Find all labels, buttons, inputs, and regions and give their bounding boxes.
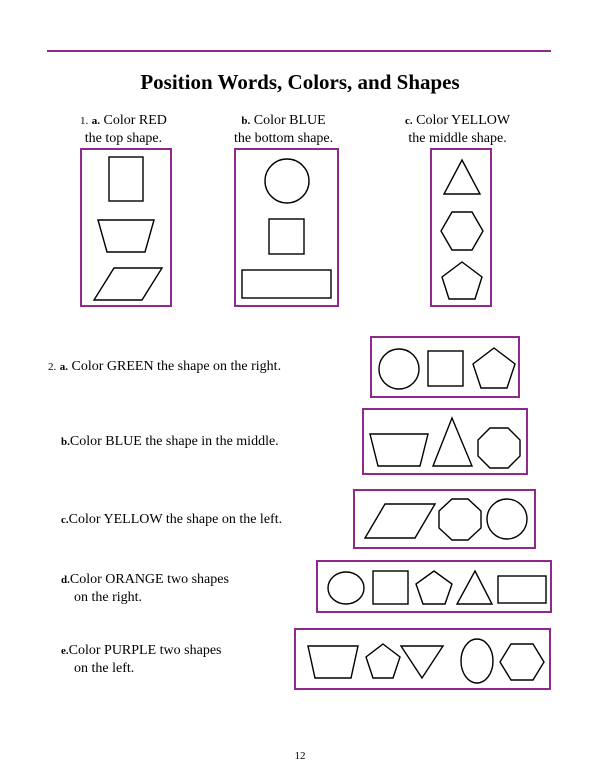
hexagon-shape[interactable] bbox=[441, 212, 483, 250]
instruction-line-1: Color RED bbox=[103, 113, 167, 128]
triangle-shape[interactable] bbox=[457, 571, 492, 604]
tall-oval-shape[interactable] bbox=[461, 639, 493, 683]
oval-shape[interactable] bbox=[328, 572, 364, 604]
rectangle-shape[interactable] bbox=[242, 270, 331, 298]
instruction-line-1: Color PURPLE two shapes bbox=[68, 643, 222, 658]
instruction-line-2: the top shape. bbox=[84, 131, 163, 146]
triangle-shape[interactable] bbox=[444, 160, 480, 194]
item-letter: a. bbox=[59, 361, 68, 373]
octagon-shape[interactable] bbox=[478, 428, 520, 468]
square-shape[interactable] bbox=[373, 571, 408, 604]
parallelogram-shape[interactable] bbox=[365, 504, 435, 538]
instruction-line-2: on the right. bbox=[74, 590, 143, 605]
shape-box-2b bbox=[362, 408, 528, 475]
item-letter: e. bbox=[61, 645, 69, 657]
rectangle-shape[interactable] bbox=[498, 576, 546, 603]
shape-box-1b bbox=[234, 148, 339, 307]
question-1b bbox=[234, 112, 333, 147]
shape-box-2d bbox=[316, 560, 552, 613]
square-shape[interactable] bbox=[269, 219, 304, 254]
trapezoid-shape[interactable] bbox=[98, 220, 154, 252]
pentagon-shape[interactable] bbox=[473, 348, 515, 388]
pentagon-shape[interactable] bbox=[442, 262, 482, 299]
instruction-line-2: the middle shape. bbox=[408, 131, 507, 146]
shape-box-1c bbox=[430, 148, 492, 307]
instruction-line-2: the bottom shape. bbox=[234, 131, 334, 146]
item-letter: a. bbox=[91, 115, 100, 127]
item-letter: c. bbox=[61, 514, 69, 526]
page-number: 12 bbox=[294, 750, 306, 762]
question-2a bbox=[48, 358, 281, 376]
shape-box-1a bbox=[80, 148, 172, 307]
circle-shape[interactable] bbox=[487, 499, 527, 539]
shape-box-2a bbox=[370, 336, 520, 398]
item-letter: c. bbox=[405, 115, 413, 127]
pentagon-shape[interactable] bbox=[416, 571, 452, 604]
rectangle-shape[interactable] bbox=[109, 157, 143, 201]
trapezoid-shape[interactable] bbox=[370, 434, 428, 466]
instruction-line-1: Color GREEN the shape on the right. bbox=[71, 359, 282, 374]
shape-box-2e bbox=[294, 628, 551, 690]
question-2d bbox=[61, 571, 229, 606]
square-shape[interactable] bbox=[428, 351, 463, 386]
question-2c bbox=[61, 511, 282, 529]
instruction-line-1: Color YELLOW bbox=[416, 113, 511, 128]
inverted-triangle-shape[interactable] bbox=[401, 646, 443, 678]
instruction-line-1: Color BLUE the shape in the middle. bbox=[69, 434, 279, 449]
circle-shape[interactable] bbox=[265, 159, 309, 203]
trapezoid-shape[interactable] bbox=[308, 646, 358, 678]
item-letter: b. bbox=[61, 436, 70, 448]
question-number: 1. bbox=[80, 115, 89, 127]
pentagon-shape[interactable] bbox=[366, 644, 400, 678]
question-2e bbox=[61, 642, 221, 677]
instruction-line-1: Color BLUE bbox=[253, 113, 326, 128]
question-1c bbox=[405, 112, 510, 147]
instruction-line-2: on the left. bbox=[74, 661, 135, 676]
question-1a bbox=[80, 112, 167, 147]
header-rule bbox=[47, 50, 551, 52]
shape-box-2c bbox=[353, 489, 536, 549]
question-2b bbox=[61, 433, 279, 451]
item-letter: b. bbox=[241, 115, 251, 127]
octagon-shape[interactable] bbox=[439, 499, 481, 540]
item-letter: d. bbox=[61, 574, 70, 586]
hexagon-shape[interactable] bbox=[500, 644, 544, 680]
instruction-line-1: Color YELLOW the shape on the left. bbox=[68, 512, 283, 527]
parallelogram-shape[interactable] bbox=[94, 268, 162, 300]
circle-shape[interactable] bbox=[379, 349, 419, 389]
question-number: 2. bbox=[48, 361, 57, 373]
triangle-shape[interactable] bbox=[433, 418, 472, 466]
instruction-line-1: Color ORANGE two shapes bbox=[69, 572, 229, 587]
page-title: Position Words, Colors, and Shapes bbox=[140, 70, 460, 94]
